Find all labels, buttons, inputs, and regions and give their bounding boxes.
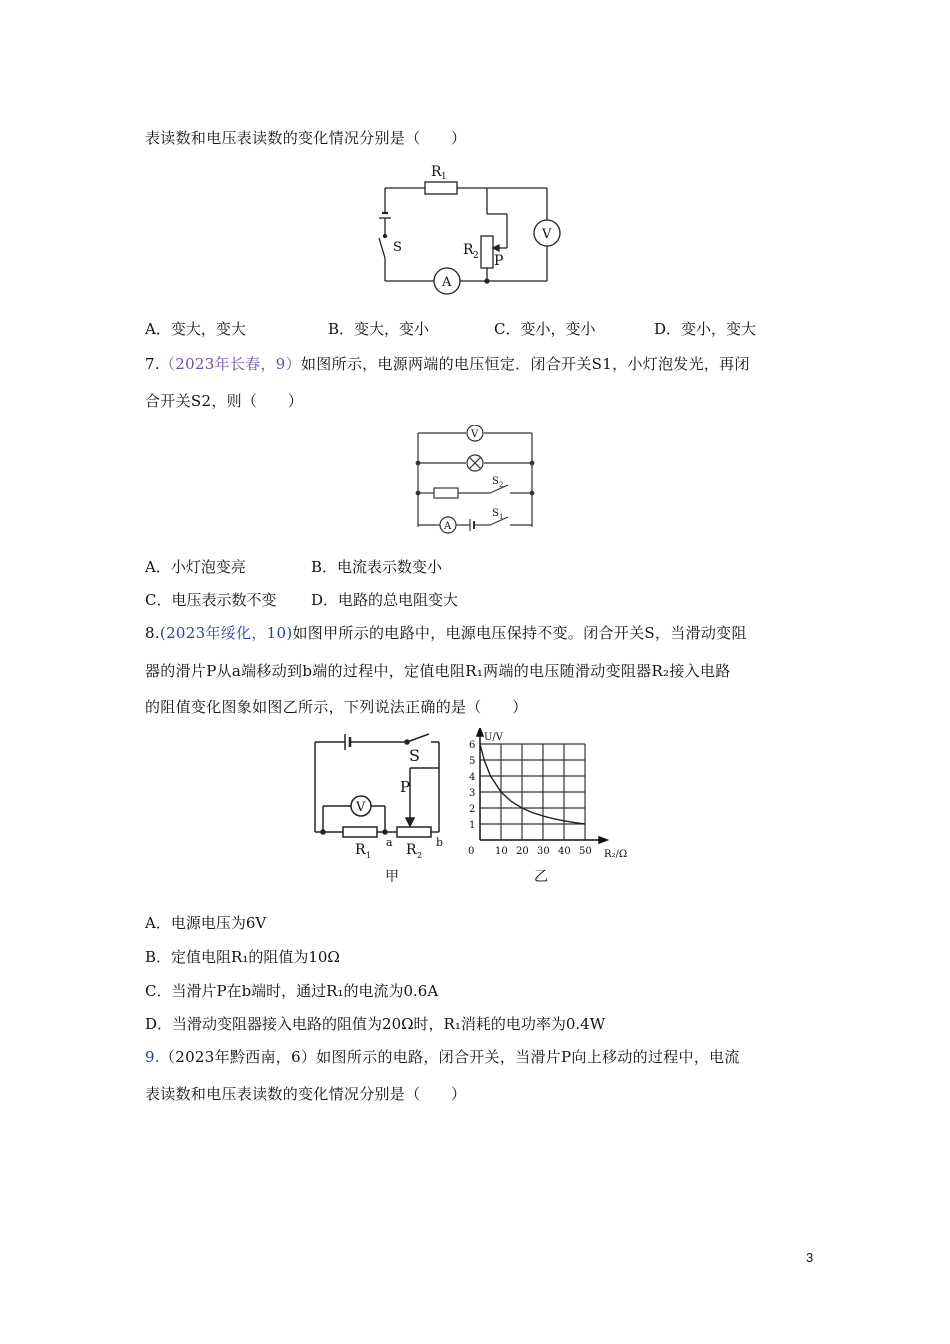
svg-text:S: S (492, 508, 499, 519)
q7-circuit-diagram (410, 425, 540, 535)
q9-stem-line1 (145, 1046, 740, 1067)
q8-option-c: C．当滑片P在b端时，通过R₁的电流为0.6A (145, 982, 439, 1000)
q6-option-c: C．变小，变小 (494, 320, 596, 338)
y-axis-arrow-icon (477, 728, 483, 736)
q8-stem-line1 (145, 622, 747, 643)
svg-text:2: 2 (499, 481, 504, 489)
switch-s-icon (379, 238, 385, 258)
q8-option-b: B．定值电阻R₁的阻值为10Ω (145, 948, 340, 966)
svg-text:S: S (409, 746, 420, 765)
q8-circuit-diagram (305, 728, 465, 888)
x-tick-label: 20 (516, 846, 529, 857)
svg-text:S: S (393, 240, 402, 255)
svg-text:a: a (386, 836, 393, 849)
svg-text:甲: 甲 (385, 869, 399, 885)
q6-stem-tail: 表读数和电压表读数的变化情况分别是（ ） (145, 129, 467, 147)
x-tick-label: 10 (495, 846, 508, 857)
y-tick-label: 3 (469, 788, 476, 799)
y-tick-label: 6 (469, 740, 476, 751)
svg-text:R: R (406, 842, 417, 858)
q7-option-a: A．小灯泡变亮 (145, 558, 246, 576)
svg-text:1: 1 (441, 172, 447, 182)
x-tick-label: 0 (468, 846, 475, 857)
y-tick-label: 4 (469, 772, 476, 783)
q7-stem-line1 (145, 353, 750, 374)
x-tick-label: 30 (537, 846, 550, 857)
y-tick-label: 2 (469, 804, 476, 815)
x-axis-arrow-icon (599, 837, 607, 843)
svg-text:P: P (494, 253, 504, 269)
q7-stem-text: 如图所示，电源两端的电压恒定．闭合开关S1，小灯泡发光，再闭 (300, 355, 750, 373)
page-number: 3 (806, 1250, 814, 1265)
q9-number: 9. (145, 1048, 160, 1066)
q8-source: (2023年绥化，10) (159, 624, 293, 642)
q7-option-d: D．电路的总电阻变大 (311, 591, 459, 609)
x-axis-label: R₂/Ω (604, 849, 628, 860)
q6-option-d: D．变小，变大 (654, 320, 757, 338)
q8-option-a: A．电源电压为6V (145, 914, 267, 932)
q8-number: 8. (145, 624, 160, 642)
q6-option-a: A．变大，变大 (145, 320, 246, 338)
svg-text:1: 1 (499, 513, 504, 521)
svg-text:V: V (471, 429, 479, 440)
svg-text:R: R (431, 164, 442, 180)
svg-text:R: R (463, 242, 474, 258)
rheostat-r2-icon (397, 827, 431, 837)
x-tick-label: 50 (579, 846, 592, 857)
rheostat-r2-icon (481, 236, 493, 268)
svg-text:V: V (542, 227, 552, 242)
q9-stem-text: （2023年黔西南，6）如图所示的电路，闭合开关，当滑片P向上移动的过程中，电流 (159, 1048, 740, 1066)
svg-text:S: S (492, 476, 499, 487)
q7-stem-line2: 合开关S2，则（ ） (145, 392, 304, 410)
svg-text:A: A (444, 521, 452, 532)
svg-text:2: 2 (473, 251, 479, 261)
switch-s-icon (407, 734, 429, 742)
y-tick-label: 5 (469, 756, 476, 767)
svg-text:1: 1 (366, 851, 372, 860)
y-tick-label: 1 (469, 820, 476, 831)
svg-text:R: R (355, 842, 366, 858)
q7-number: 7. (145, 355, 160, 373)
q8-stem-line2: 器的滑片P从a端移动到b端的过程中，定值电阻R₁两端的电压随滑动变阻器R₂接入电路 (145, 662, 731, 680)
q8-stem-line3: 的阻值变化图象如图乙所示，下列说法正确的是（ ） (145, 698, 528, 716)
svg-text:P: P (400, 778, 411, 796)
svg-text:V: V (356, 800, 366, 815)
y-axis-label: U/V (484, 732, 504, 743)
svg-text:2: 2 (417, 851, 423, 860)
q6-option-b: B．变大，变小 (328, 320, 430, 338)
svg-text:A: A (442, 275, 452, 290)
q9-stem-line2: 表读数和电压表读数的变化情况分别是（ ） (145, 1085, 467, 1103)
resistor-r1-icon (425, 182, 457, 194)
svg-text:b: b (436, 836, 444, 849)
resistor-r1-icon (343, 827, 377, 837)
q8-stem-text: 如图甲所示的电路中，电源电压保持不变。闭合开关S，当滑动变阻 (292, 624, 747, 642)
resistor-icon (434, 488, 458, 498)
data-series-line (480, 744, 585, 824)
q8-u-r-graph (462, 728, 637, 888)
q8-option-d: D．当滑动变阻器接入电路的阻值为20Ω时，R₁消耗的电功率为0.4W (145, 1015, 606, 1033)
q7-source: （2023年长春，9） (159, 355, 301, 373)
q7-option-c: C．电压表示数不变 (145, 591, 277, 609)
q6-circuit-diagram (375, 158, 575, 298)
x-tick-label: 40 (558, 846, 571, 857)
figure-caption: 乙 (534, 869, 548, 885)
q7-option-b: B．电流表示数变小 (311, 558, 443, 576)
